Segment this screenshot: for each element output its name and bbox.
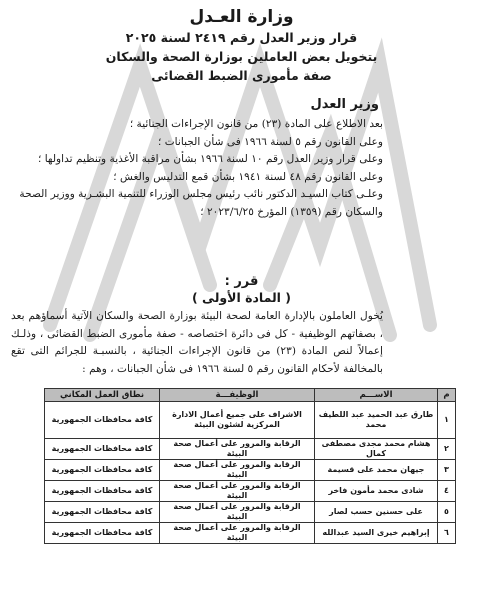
- table-row: [45, 460, 456, 481]
- cell-job: الرقابة والمرور على أعمال صحة البيئة: [160, 460, 315, 481]
- header-job: الوظيفـــة: [160, 389, 315, 402]
- cell-job: الرقابة والمرور على أعمال صحة البيئة: [160, 439, 315, 460]
- decision-title: قرار وزير العدل رقم ٢٤١٩ لسنة ٢٠٢٥: [125, 30, 358, 45]
- cell-name: على حسنين حسب لصار: [315, 502, 438, 523]
- minister-label: وزير العدل: [310, 97, 379, 112]
- cell-name: شادى محمد مأمون فاخر: [315, 481, 438, 502]
- cell-scope: كافة محافظات الجمهورية: [45, 502, 160, 523]
- table-row: [45, 402, 456, 439]
- cell-name: طارق عبد الحميد عبد اللطيف محمد: [315, 402, 438, 439]
- preamble-line: وعلى قرار وزير العدل رقم ١٠ لسنة ١٩٦٦ بشأن مراقبة الأغذية وتنظيم تداولها ؛: [37, 153, 383, 165]
- cell-num: ٢: [438, 439, 456, 460]
- table-row: [45, 481, 456, 502]
- preamble-line: بعد الاطلاع على المادة (٢٣) من قانون الإجراءات الجنائية ؛: [129, 118, 383, 130]
- preamble-line: وعلـى كتاب السيـد الدكتور نائب رئيس مجلس الوزراء للتنمية البشـرية ووزير الصحة والسكان رقم (١٣٥٩) المؤرخ ٢٠٢٣/٦/٢٥ ؛: [19, 188, 383, 218]
- ministry-title: وزارة العـدل: [189, 7, 294, 27]
- preamble-line: وعلى القانون رقم ٥ لسنة ١٩٦٦ فى شأن الجبانات ؛: [157, 135, 383, 148]
- cell-scope: كافة محافظات الجمهورية: [45, 481, 160, 502]
- cell-job: الرقابة والمرور على أعمال صحة البيئة: [160, 523, 315, 544]
- preamble-line: وعلى القانون رقم ٤٨ لسنة ١٩٤١ بشأن قمع التدليس والغش ؛: [113, 170, 383, 183]
- cell-scope: كافة محافظات الجمهورية: [45, 460, 160, 481]
- preamble: [11, 116, 383, 221]
- header-scope: نطاق العمل المكاني: [45, 389, 160, 402]
- cell-scope: كافة محافظات الجمهورية: [45, 402, 160, 439]
- cell-job: الرقابة والمرور على أعمال صحة البيئة: [160, 502, 315, 523]
- cell-num: ١: [438, 402, 456, 439]
- table-row: [45, 502, 456, 523]
- subject-line-2: صفة مأمورى الضبط القضائى: [151, 68, 332, 83]
- article-body: [11, 308, 383, 378]
- cell-job: الرقابة والمرور على أعمال صحة البيئة: [160, 481, 315, 502]
- cell-name: هشام محمد مجدى مصطفى كمال: [315, 439, 438, 460]
- cell-num: ٤: [438, 481, 456, 502]
- cell-job: الاشراف على جميع أعمال الادارة المركزية لشئون البيئة: [160, 402, 315, 439]
- table-row: [45, 523, 456, 544]
- table-row: [45, 439, 456, 460]
- cell-scope: كافة محافظات الجمهورية: [45, 523, 160, 544]
- decision-word: قرر :: [224, 274, 259, 289]
- article-title: ( المادة الأولى ): [191, 290, 292, 305]
- table-header-row: [45, 389, 456, 402]
- subject-line-1: بتخويل بعض العاملين بوزارة الصحة والسكان: [105, 49, 378, 64]
- document-header: [0, 6, 483, 85]
- header-num: م: [438, 389, 456, 402]
- cell-num: ٦: [438, 523, 456, 544]
- cell-name: إبراهيم خيرى السيد عبدالله: [315, 523, 438, 544]
- cell-scope: كافة محافظات الجمهورية: [45, 439, 160, 460]
- cell-num: ٣: [438, 460, 456, 481]
- header-name: الاســـم: [315, 389, 438, 402]
- article-text: يُخول العاملون بالإدارة العامة لصحة البيئة بوزارة الصحة والسكان الآتية أسماؤهم بعد ، بصفاتهم الوظيفية - كل فى دائرة اختصاصه - صفة مأمورى الضبط القضائى ، وذلـك إعمالاً لنص المادة (٢٣) من قانون الإجراءات الجنائية ، بالنسبـة للجرائم التى تقع بالمخالفة لأحكام القانون رقم ٥ لسنة ١٩٦٦ فى شأن الجبانات ، وهم :: [11, 310, 384, 375]
- cell-num: ٥: [438, 502, 456, 523]
- employees-table: [44, 388, 456, 544]
- cell-name: جيهان محمد على قسيمة: [315, 460, 438, 481]
